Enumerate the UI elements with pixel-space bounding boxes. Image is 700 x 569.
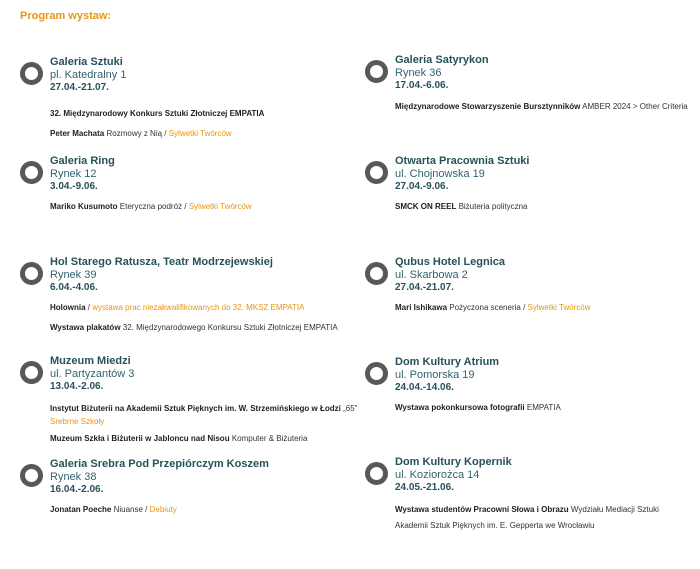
venue-dates: 16.04.-2.06.	[50, 484, 104, 495]
venue-circle-icon	[20, 262, 43, 285]
venue-circle-icon	[20, 361, 43, 384]
venue-title[interactable]: Dom Kultury Kopernik	[395, 456, 512, 468]
exhibition-line: Instytut Biżuterii na Akademii Sztuk Pięknych im. W. Strzemińskiego w Łodzi „65"	[50, 404, 358, 413]
venue-circle-icon	[20, 464, 43, 487]
exhibition-line: Akademii Sztuk Pięknych im. E. Gepperta we Wrocławiu	[395, 521, 595, 530]
venue-address: ul. Koziorożca 14	[395, 469, 480, 481]
venue-galeria-srebra	[20, 458, 269, 530]
artist-profile-link[interactable]: Sylwetki Twórców	[168, 129, 232, 138]
venue-address: Rynek 12	[50, 168, 97, 180]
exhibition-line: Mari Ishikawa Pożyczona sceneria / Sylwetki Twórców	[395, 303, 591, 312]
venue-circle-icon	[20, 161, 43, 184]
exhibition-line: Muzeum Szkła i Biżuterii w Jabloncu nad Nisou Komputer & Biżuteria	[50, 434, 308, 443]
venue-title[interactable]: Galeria Srebra Pod Przepiórczym Koszem	[50, 458, 269, 470]
venue-galeria-ring	[20, 155, 252, 227]
venue-dates: 13.04.-2.06.	[50, 381, 104, 392]
venue-circle-icon	[365, 161, 388, 184]
venue-hol-starego-ratusza	[20, 256, 338, 348]
venue-circle-icon	[365, 362, 388, 385]
venue-dates: 17.04.-6.06.	[395, 80, 449, 91]
venue-dom-kultury-kopernik	[365, 456, 659, 544]
venue-dates: 24.05.-21.06.	[395, 482, 454, 493]
venue-address: ul. Chojnowska 19	[395, 168, 485, 180]
exhibition-line: Wystawa pokonkursowa fotografii EMPATIA	[395, 403, 561, 412]
venue-address: Rynek 36	[395, 67, 442, 79]
venue-title[interactable]: Muzeum Miedzi	[50, 355, 131, 367]
exhibition-line: Holownia / wystawa prac niezakwalifikowanych do 32. MKSZ EMPATIA	[50, 303, 305, 312]
venue-dates: 3.04.-9.06.	[50, 181, 98, 192]
exhibition-line: Międzynarodowe Stowarzyszenie Bursztynników AMBER 2024 > Other Criteria	[395, 102, 688, 111]
exhibition-line: SMCK ON REEL Biżuteria polityczna	[395, 202, 528, 211]
venue-title[interactable]: Hol Starego Ratusza, Teatr Modrzejewskiej	[50, 256, 273, 268]
exhibition-line: Wystawa plakatów 32. Międzynarodowego Konkursu Sztuki Złotniczej EMPATIA	[50, 323, 338, 332]
venue-title[interactable]: Galeria Satyrykon	[395, 54, 489, 66]
venue-address: ul. Skarbowa 2	[395, 269, 468, 281]
venue-dates: 6.04.-4.06.	[50, 282, 98, 293]
exhibition-link[interactable]: wystawa prac niezakwalifikowanych do 32. MKSZ EMPATIA	[92, 303, 305, 312]
venue-dates: 27.04.-21.07.	[50, 82, 109, 93]
venue-otwarta-pracownia	[365, 155, 530, 227]
page-heading: Program wystaw:	[20, 10, 112, 22]
venue-dom-kultury-atrium	[365, 356, 561, 428]
venue-title[interactable]: Qubus Hotel Legnica	[395, 256, 506, 268]
venue-title[interactable]: Galeria Ring	[50, 155, 115, 167]
exhibition-line: 32. Międzynarodowy Konkurs Sztuki Złotniczej EMPATIA	[50, 109, 265, 118]
venue-address: ul. Partyzantów 3	[50, 368, 135, 380]
exhibition-line: Jonatan Poeche Niuanse / Debiuty	[50, 505, 177, 514]
exhibition-line	[50, 416, 358, 427]
venue-title[interactable]: Otwarta Pracownia Sztuki	[395, 155, 530, 167]
exhibition-line: Mariko Kusumoto Eteryczna podróż / Sylwetki Twórców	[50, 202, 252, 211]
venue-address: Rynek 39	[50, 269, 97, 281]
venue-address: ul. Pomorska 19	[395, 369, 475, 381]
venue-galeria-sztuki	[20, 56, 265, 148]
exhibition-link[interactable]: Srebrne Szkoły	[50, 417, 105, 426]
venue-qubus-hotel	[365, 256, 591, 328]
venue-title[interactable]: Dom Kultury Atrium	[395, 356, 500, 368]
venue-dates: 27.04.-9.06.	[395, 181, 449, 192]
venue-dates: 27.04.-21.07.	[395, 282, 454, 293]
venue-muzeum-miedzi	[20, 355, 358, 457]
artist-profile-link[interactable]: Sylwetki Twórców	[527, 303, 591, 312]
venue-dates: 24.04.-14.06.	[395, 382, 454, 393]
exhibition-line: Wystawa studentów Pracowni Słowa i Obrazu Wydziału Mediacji Sztuki	[395, 505, 659, 514]
venue-address: Rynek 38	[50, 471, 97, 483]
artist-profile-link[interactable]: Sylwetki Twórców	[188, 202, 252, 211]
venue-circle-icon	[20, 62, 43, 85]
venue-address: pl. Katedralny 1	[50, 69, 127, 81]
venue-circle-icon	[365, 262, 388, 285]
exhibition-line: Peter Machata Rozmowy z Nią / Sylwetki Twórców	[50, 129, 232, 138]
venue-circle-icon	[365, 60, 388, 83]
exhibition-link[interactable]: Debiuty	[149, 505, 177, 514]
venue-galeria-satyrykon	[365, 54, 688, 126]
venue-title[interactable]: Galeria Sztuki	[50, 56, 123, 68]
venue-circle-icon	[365, 462, 388, 485]
